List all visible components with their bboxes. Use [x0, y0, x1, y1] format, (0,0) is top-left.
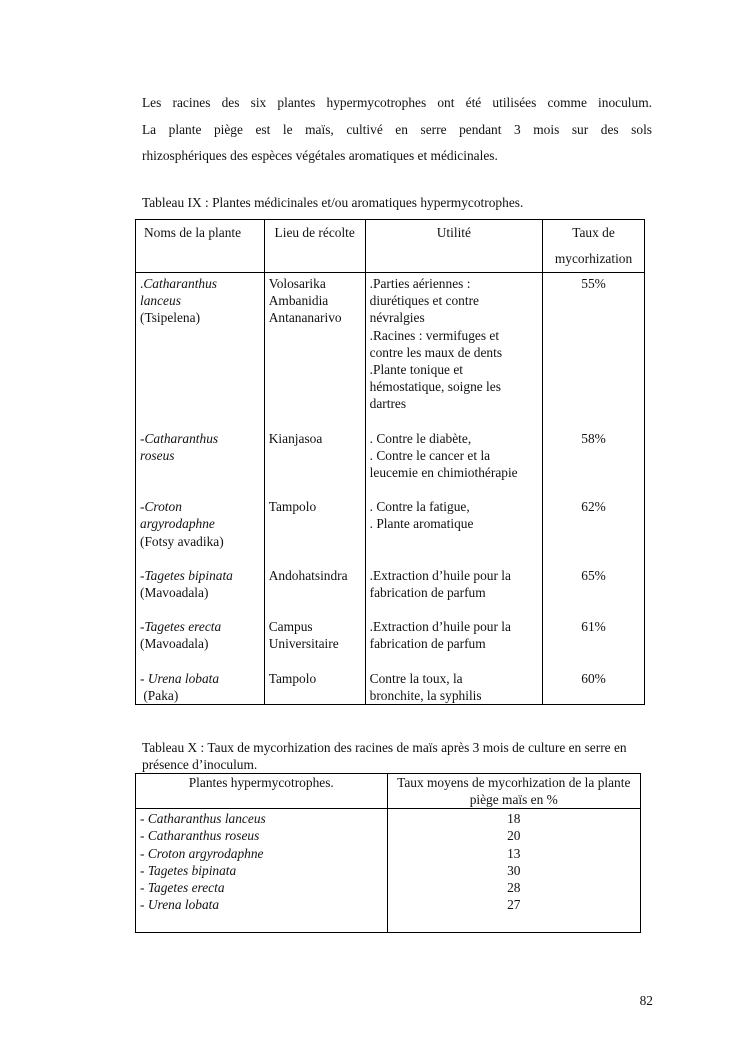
- header-plant-name: Noms de la plante: [136, 220, 265, 273]
- use-line: diurétiques et contre: [369, 293, 479, 309]
- species-name: roseus: [140, 447, 175, 463]
- plant-line: - Urena lobata: [140, 897, 220, 913]
- place-cell: [264, 567, 365, 618]
- table9-row: [136, 567, 645, 618]
- use-line: . Contre le diabète,: [369, 430, 472, 446]
- use-line: .Racines : vermifuges et: [369, 327, 500, 343]
- header-mean-rate: Taux moyens de mycorhization de la plante piège maïs en %: [387, 774, 640, 809]
- name-prefix: -: [140, 430, 145, 446]
- name-prefix: -: [140, 567, 145, 583]
- plant-species: Tagetes erecta: [147, 880, 225, 896]
- plant-line: - Croton argyrodaphne: [140, 845, 264, 861]
- genus-name: Tagetes erecta: [144, 619, 222, 635]
- common-name: (Mavoadala): [140, 636, 209, 652]
- header-plants: Plantes hypermycotrophes.: [136, 774, 388, 809]
- plant-name-cell: [136, 567, 265, 618]
- plant-line: - Tagetes bipinata: [140, 862, 237, 878]
- plant-name-cell: [136, 273, 265, 430]
- use-cell: [365, 430, 542, 499]
- use-line: névralgies: [369, 310, 425, 326]
- use-line: .Plante tonique et: [369, 362, 463, 378]
- intro-line: La plante piège est le maïs, cultivé en serre pendant 3 mois sur des sols: [142, 121, 652, 137]
- place-line: Campus: [268, 619, 313, 635]
- place-line: Tampolo: [268, 499, 317, 515]
- name-prefix: .: [140, 276, 144, 291]
- place-line: Universitaire: [268, 636, 339, 652]
- use-line: .Extraction d’huile pour la: [369, 619, 511, 635]
- use-line: bronchite, la syphilis: [369, 687, 482, 703]
- table9-row: [136, 498, 645, 567]
- use-cell: [365, 273, 542, 430]
- header-place: Lieu de récolte: [264, 220, 365, 273]
- place-line: Tampolo: [268, 670, 317, 686]
- intro-line: rhizosphériques des espèces végétales aromatiques et médicinales.: [142, 148, 498, 163]
- plant-species: Catharanthus roseus: [147, 828, 260, 844]
- use-line: contre les maux de dents: [369, 344, 503, 360]
- use-cell: [365, 670, 542, 705]
- rate-cell: 58%: [543, 430, 645, 499]
- intro-line: Les racines des six plantes hypermycotrophes ont été utilisées comme inoculum.: [142, 95, 652, 110]
- place-line: Volosarika: [268, 276, 326, 291]
- common-name: (Tsipelena): [140, 310, 201, 326]
- place-cell: [264, 670, 365, 705]
- plant-species: Urena lobata: [147, 897, 220, 913]
- plant-species: Catharanthus lanceus: [147, 811, 266, 826]
- plant-line: - Tagetes erecta: [140, 880, 225, 896]
- values-list: [387, 809, 640, 933]
- use-cell: [365, 618, 542, 669]
- use-line: Contre la toux, la: [369, 670, 463, 686]
- use-line: fabrication de parfum: [369, 585, 486, 601]
- table10: [135, 773, 641, 933]
- genus-name: Catharanthus: [143, 276, 218, 291]
- plant-name-line: [140, 430, 260, 447]
- place-line: Kianjasoa: [268, 430, 323, 446]
- name-prefix: -: [140, 499, 145, 515]
- genus-name: Croton: [144, 499, 182, 515]
- place-line: Ambanidia: [268, 293, 329, 309]
- use-line: leucemie en chimiothérapie: [369, 465, 518, 481]
- table9-row: [136, 273, 645, 430]
- use-cell: [365, 567, 542, 618]
- rate-cell: 61%: [543, 618, 645, 669]
- place-cell: [264, 498, 365, 567]
- plant-name-cell: [136, 430, 265, 499]
- plant-name-cell: [136, 618, 265, 669]
- table10-caption: Tableau X : Taux de mycorhization des racines de maïs après 3 mois de culture en serre en présence d’inoculum.: [142, 740, 627, 772]
- use-line: . Contre le cancer et la: [369, 447, 491, 463]
- header-use: Utilité: [365, 220, 542, 273]
- table10-data-row: [136, 809, 641, 933]
- plant-species: Tagetes bipinata: [147, 862, 237, 878]
- plant-name-line: [140, 618, 260, 635]
- name-prefix: -: [140, 619, 145, 635]
- use-line: .Extraction d’huile pour la: [369, 567, 511, 583]
- plant-name-line: [140, 567, 260, 584]
- genus-name: Tagetes bipinata: [144, 567, 233, 583]
- use-line: fabrication de parfum: [369, 636, 486, 652]
- plant-line: - Catharanthus roseus: [140, 828, 260, 844]
- place-cell: [264, 430, 365, 499]
- plant-name-line: [140, 670, 260, 687]
- table9-body: [136, 273, 645, 705]
- plant-name-line: [140, 498, 260, 515]
- rate-cell: 62%: [543, 498, 645, 567]
- intro-paragraph: [142, 90, 652, 170]
- rate-value: 28: [507, 880, 521, 896]
- table9: [135, 219, 645, 705]
- use-line: . Plante aromatique: [369, 516, 474, 532]
- common-name: (Paka): [140, 687, 179, 703]
- rate-value: 27: [507, 897, 521, 913]
- table9-row: [136, 618, 645, 669]
- genus-name: Catharanthus: [144, 430, 219, 446]
- use-line: . Contre la fatigue,: [369, 499, 470, 515]
- plant-species: Croton argyrodaphne: [147, 845, 264, 861]
- plant-name-cell: [136, 498, 265, 567]
- rate-value: 13: [507, 845, 521, 861]
- use-cell: [365, 498, 542, 567]
- table9-row: [136, 670, 645, 705]
- plant-name-line: [140, 275, 260, 292]
- table9-row: [136, 430, 645, 499]
- place-cell: [264, 273, 365, 430]
- common-name: (Mavoadala): [140, 585, 209, 601]
- plant-line: - Catharanthus lanceus: [140, 811, 266, 826]
- species-name: argyrodaphne: [140, 516, 215, 532]
- header-rate: Taux de mycorhization: [543, 220, 645, 273]
- page-number: 82: [639, 993, 653, 1008]
- name-prefix: -: [140, 670, 148, 686]
- use-line: .Parties aériennes :: [369, 276, 471, 291]
- rate-cell: 60%: [543, 670, 645, 705]
- place-line: Andohatsindra: [268, 567, 348, 583]
- rate-cell: 55%: [543, 273, 645, 430]
- table9-caption: Tableau IX : Plantes médicinales et/ou aromatiques hypermycotrophes.: [142, 195, 524, 210]
- genus-name: Urena lobata: [147, 670, 220, 686]
- common-name: (Fotsy avadika): [140, 533, 224, 549]
- species-name: lanceus: [140, 293, 181, 309]
- use-line: hémostatique, soigne les: [369, 379, 501, 395]
- rate-value: 20: [507, 828, 521, 844]
- plant-name-cell: [136, 670, 265, 705]
- table9-header-row: [136, 220, 645, 273]
- rate-value: 30: [507, 862, 521, 878]
- use-line: dartres: [369, 396, 407, 412]
- plants-list: [136, 809, 388, 933]
- place-cell: [264, 618, 365, 669]
- place-line: Antananarivo: [268, 310, 342, 326]
- table10-header-row: [136, 774, 641, 809]
- rate-value: 18: [507, 811, 521, 826]
- rate-cell: 65%: [543, 567, 645, 618]
